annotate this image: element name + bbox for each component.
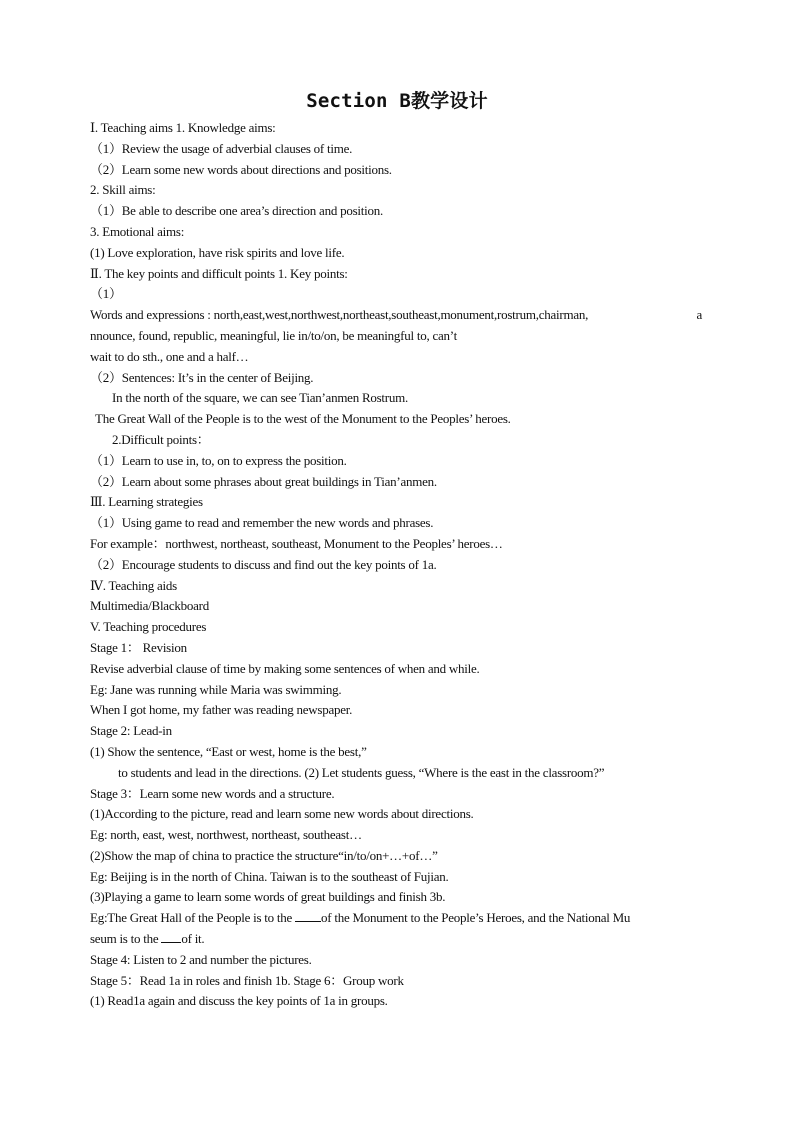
text-line: （2）Encourage students to discuss and find out the key points of 1a. (90, 556, 437, 572)
text-line: When I got home, my father was reading newspaper. (90, 702, 353, 718)
text-line: Ⅰ. Teaching aims 1. Knowledge aims: (90, 120, 276, 135)
text-line: (2)Show the map of china to practice the structure“in/to/on+…+of…” (90, 847, 438, 863)
text-segment: of it. (181, 931, 205, 947)
text-line: Eg: Beijing is in the north of China. Taiwan is to the southeast of Fujian. (90, 868, 449, 884)
text-line: In the north of the square, we can see Tian’anmen Rostrum. (112, 390, 408, 406)
text-line: Stage 2: Lead-in (90, 723, 172, 739)
text-line-with-blank (90, 929, 702, 950)
text-line-justified (90, 305, 702, 326)
text-line: （1） (90, 286, 122, 302)
text-segment: seum is to the (90, 931, 162, 947)
text-line: Stage 4: Listen to 2 and number the pictures. (90, 951, 312, 967)
text-line: (1) Love exploration, have risk spirits and love life. (90, 244, 345, 260)
text-line: （2）Learn some new words about directions and positions. (90, 161, 392, 177)
text-segment: a (696, 307, 702, 323)
text-line: （1）Be able to describe one area’s direction and position. (90, 203, 383, 219)
text-segment: Eg:The Great Hall of the People is to the (90, 910, 296, 926)
text-line: (3)Playing a game to learn some words of great buildings and finish 3b. (90, 889, 446, 905)
text-line: Eg: Jane was running while Maria was swimming. (90, 681, 342, 697)
text-line: wait to do sth., one and a half… (90, 348, 249, 364)
text-line: （1）Review the usage of adverbial clauses of time. (90, 140, 353, 156)
text-line: 2.Difficult points： (112, 431, 210, 447)
text-line-with-blank (90, 908, 702, 929)
document-body (90, 118, 702, 1012)
text-line: （1）Learn to use in, to, on to express the position. (90, 452, 347, 468)
text-line: （1）Using game to read and remember the new words and phrases. (90, 515, 434, 531)
text-line: V. Teaching procedures (90, 619, 207, 635)
text-line: (1) Show the sentence, “East or west, home is the best,” (90, 743, 367, 759)
text-line: For example：northwest, northeast, southeast, Monument to the Peoples’ heroes… (90, 535, 503, 551)
text-line: nnounce, found, republic, meaningful, lie in/to/on, be meaningful to, can’t (90, 327, 457, 343)
text-line: Stage 3：Learn some new words and a structure. (90, 785, 335, 801)
text-line: （2）Learn about some phrases about great buildings in Tian’anmen. (90, 473, 437, 489)
text-segment: of the Monument to the People’s Heroes, and the National Mu (321, 910, 631, 926)
text-line: 2. Skill aims: (90, 182, 156, 198)
text-line: 3. Emotional aims: (90, 223, 185, 239)
text-line: to students and lead in the directions. (2) Let students guess, “Where is the east in the classroom?” (118, 764, 605, 780)
text-line: Ⅱ. The key points and difficult points 1. Key points: (90, 265, 348, 281)
text-line: Stage 1： Revision (90, 639, 187, 655)
text-line: Eg: north, east, west, northwest, northeast, southeast… (90, 827, 362, 843)
text-line: (1) Read1a again and discuss the key points of 1a in groups. (90, 993, 388, 1009)
text-line: Stage 5：Read 1a in roles and finish 1b. Stage 6：Group work (90, 972, 404, 988)
fill-in-blank (295, 908, 321, 922)
fill-in-blank (161, 929, 181, 943)
text-line: The Great Wall of the People is to the west of the Monument to the Peoples’ heroes. (95, 411, 511, 427)
text-line: Ⅲ. Learning strategies (90, 494, 203, 510)
text-line: Revise adverbial clause of time by making some sentences of when and while. (90, 660, 480, 676)
text-line: Multimedia/Blackboard (90, 598, 209, 614)
document-title: Section B教学设计 (306, 90, 488, 112)
text-line: Ⅳ. Teaching aids (90, 577, 177, 593)
text-line: （2）Sentences: It’s in the center of Beijing. (90, 369, 314, 385)
text-segment: Words and expressions : north,east,west,northwest,northeast,southeast,monument,rostrum,chairman, (90, 307, 589, 323)
text-line: (1)According to the picture, read and learn some new words about directions. (90, 806, 474, 822)
